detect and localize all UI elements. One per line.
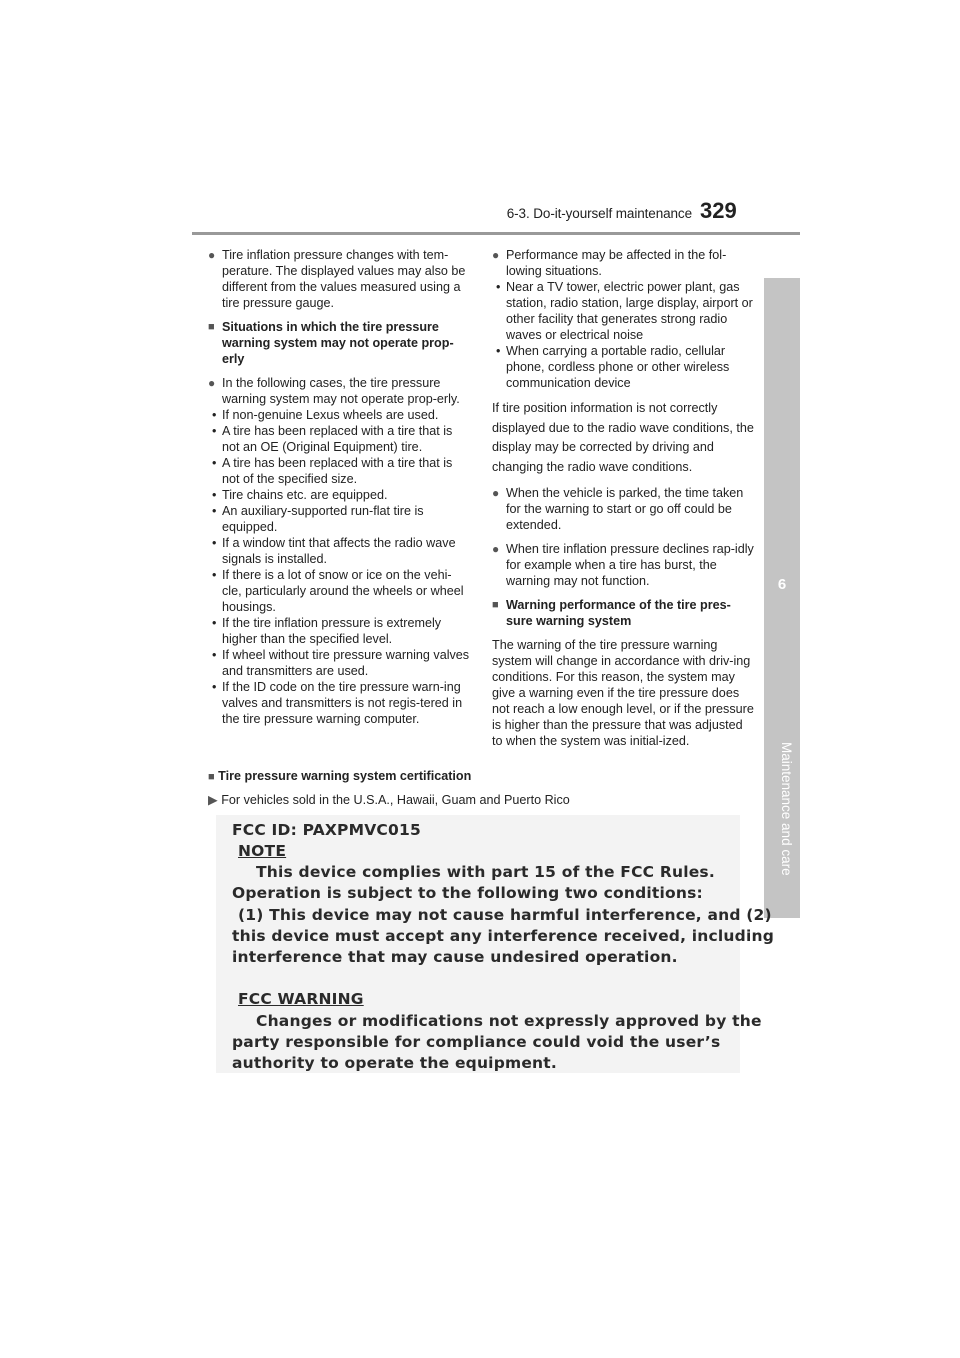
- list-item: [208, 647, 470, 679]
- list-item: [208, 407, 470, 423]
- list-item-text: Tire chains etc. are equipped.: [222, 488, 388, 502]
- certification-subheading: [208, 792, 570, 808]
- list-item-text: If the tire inflation pressure is extremely higher than the specified level.: [222, 616, 442, 646]
- list-item: [208, 423, 470, 455]
- dot-bullet-icon: •: [212, 488, 217, 502]
- bullet-entry: [492, 541, 754, 589]
- dot-bullet-icon: •: [212, 536, 217, 550]
- list-item-text: When carrying a portable radio, cellular phone, cordless phone or other wireless communication device: [506, 344, 730, 390]
- list-item-text: Near a TV tower, electric power plant, gas station, radio station, large display, airport or other facility that generates strong radio waves or electrical noise: [506, 280, 753, 342]
- fcc-text-line: this device must accept any interference received, including: [232, 927, 775, 945]
- bullet-entry: [492, 247, 754, 279]
- entry-text: Tire inflation pressure changes with tem-perature. The displayed values may also be different from the values measured using a tire pressure gauge.: [222, 248, 466, 310]
- square-bullet-icon: ■: [208, 321, 215, 333]
- chapter-number: 6: [777, 576, 787, 593]
- paragraph: The warning of the tire pressure warning system will change in accordance with driv-ing conditions. For this reason, the system may give a warning even if the tire pressure does not reach a low enough level, or if the pressure is higher than the pressure that was adjusted to when the system was initial-ized.: [492, 638, 754, 748]
- page-number: 329: [700, 198, 737, 223]
- fcc-id: FCC ID: PAXPMVC015: [232, 821, 421, 839]
- dot-bullet-icon: •: [212, 568, 217, 582]
- dot-bullet-icon: •: [212, 680, 217, 694]
- list-item: [208, 679, 470, 727]
- dot-bullet-icon: •: [212, 504, 217, 518]
- list-item-text: A tire has been replaced with a tire that is not of the specified size.: [222, 456, 453, 486]
- dot-bullet-icon: •: [212, 616, 217, 630]
- list-item: [208, 567, 470, 615]
- heading-text: Situations in which the tire pressure warning system may not operate prop-erly: [222, 320, 454, 366]
- list-item-text: A tire has been replaced with a tire that is not an OE (Original Equipment) tire.: [222, 424, 453, 454]
- fcc-text-line: party responsible for compliance could void the user’s: [232, 1033, 721, 1051]
- list-item: [208, 503, 470, 535]
- list-item: [492, 343, 754, 391]
- dot-bullet-icon: •: [496, 344, 501, 358]
- fcc-text-line: interference that may cause undesired operation.: [232, 948, 678, 966]
- heading-text: Tire pressure warning system certification: [218, 769, 472, 783]
- circle-bullet-icon: ●: [492, 248, 500, 262]
- list-item-text: If wheel without tire pressure warning valves and transmitters are used.: [222, 648, 470, 678]
- dot-bullet-icon: •: [212, 424, 217, 438]
- section-heading: [492, 597, 754, 629]
- fcc-text-line: This device complies with part 15 of the FCC Rules.: [256, 863, 715, 881]
- entry-text: When tire inflation pressure declines rap-idly for example when a tire has burst, the warning may not function.: [506, 542, 754, 588]
- header-divider: [192, 232, 800, 235]
- dot-bullet-icon: •: [212, 648, 217, 662]
- dot-bullet-icon: •: [212, 456, 217, 470]
- list-item: [492, 279, 754, 343]
- circle-bullet-icon: ●: [208, 376, 216, 390]
- bullet-entry: [208, 375, 470, 407]
- dot-bullet-icon: •: [496, 280, 501, 294]
- list-item-text: If there is a lot of snow or ice on the vehi-cle, particularly around the wheels or wheel housings.: [222, 568, 464, 614]
- fcc-warning-heading: FCC WARNING: [238, 990, 364, 1008]
- entry-text: In the following cases, the tire pressure warning system may not operate prop-erly.: [222, 376, 460, 406]
- list-item: [208, 455, 470, 487]
- fcc-text-line: authority to operate the equipment.: [232, 1054, 557, 1072]
- paragraph: If tire position information is not correctly displayed due to the radio wave conditions, the display may be corrected by driving and changing the radio wave conditions.: [492, 401, 754, 474]
- left-column: [208, 247, 470, 727]
- fcc-text-line: Operation is subject to the following two conditions:: [232, 884, 703, 902]
- list-item-text: If non-genuine Lexus wheels are used.: [222, 408, 439, 422]
- bullet-entry: [492, 485, 754, 533]
- square-bullet-icon: ■: [208, 771, 215, 783]
- circle-bullet-icon: ●: [492, 486, 500, 500]
- entry-text: When the vehicle is parked, the time taken for the warning to start or go off could be extended.: [506, 486, 744, 532]
- section-heading: [208, 319, 470, 367]
- fcc-note-heading: NOTE: [238, 842, 287, 860]
- square-bullet-icon: ■: [492, 599, 499, 611]
- bullet-entry: [208, 247, 470, 311]
- chapter-title: Maintenance and care: [779, 742, 794, 876]
- certification-heading: [208, 768, 471, 785]
- triangle-arrow-icon: ▶: [208, 793, 218, 807]
- subheading-text: For vehicles sold in the U.S.A., Hawaii, Guam and Puerto Rico: [221, 793, 570, 807]
- circle-bullet-icon: ●: [208, 248, 216, 262]
- list-item-text: An auxiliary-supported run-flat tire is equipped.: [222, 504, 424, 534]
- list-item: [208, 487, 470, 503]
- entry-text: Performance may be affected in the fol-lowing situations.: [506, 248, 727, 278]
- dot-bullet-icon: •: [212, 408, 217, 422]
- fcc-text-line: (1) This device may not cause harmful interference, and (2): [238, 906, 772, 924]
- list-item: [208, 535, 470, 567]
- list-item-text: If the ID code on the tire pressure warn-ing valves and transmitters is not regis-tered in the tire pressure warning computer.: [222, 680, 463, 726]
- fcc-text-line: Changes or modifications not expressly approved by the: [256, 1012, 762, 1030]
- fcc-label-image: [216, 815, 775, 1073]
- circle-bullet-icon: ●: [492, 542, 500, 556]
- list-item-text: If a window tint that affects the radio wave signals is installed.: [222, 536, 456, 566]
- heading-text: Warning performance of the tire pres-sure warning system: [506, 598, 731, 628]
- right-column: [492, 247, 754, 749]
- list-item: [208, 615, 470, 647]
- section-title: 6-3. Do-it-yourself maintenance: [506, 206, 692, 221]
